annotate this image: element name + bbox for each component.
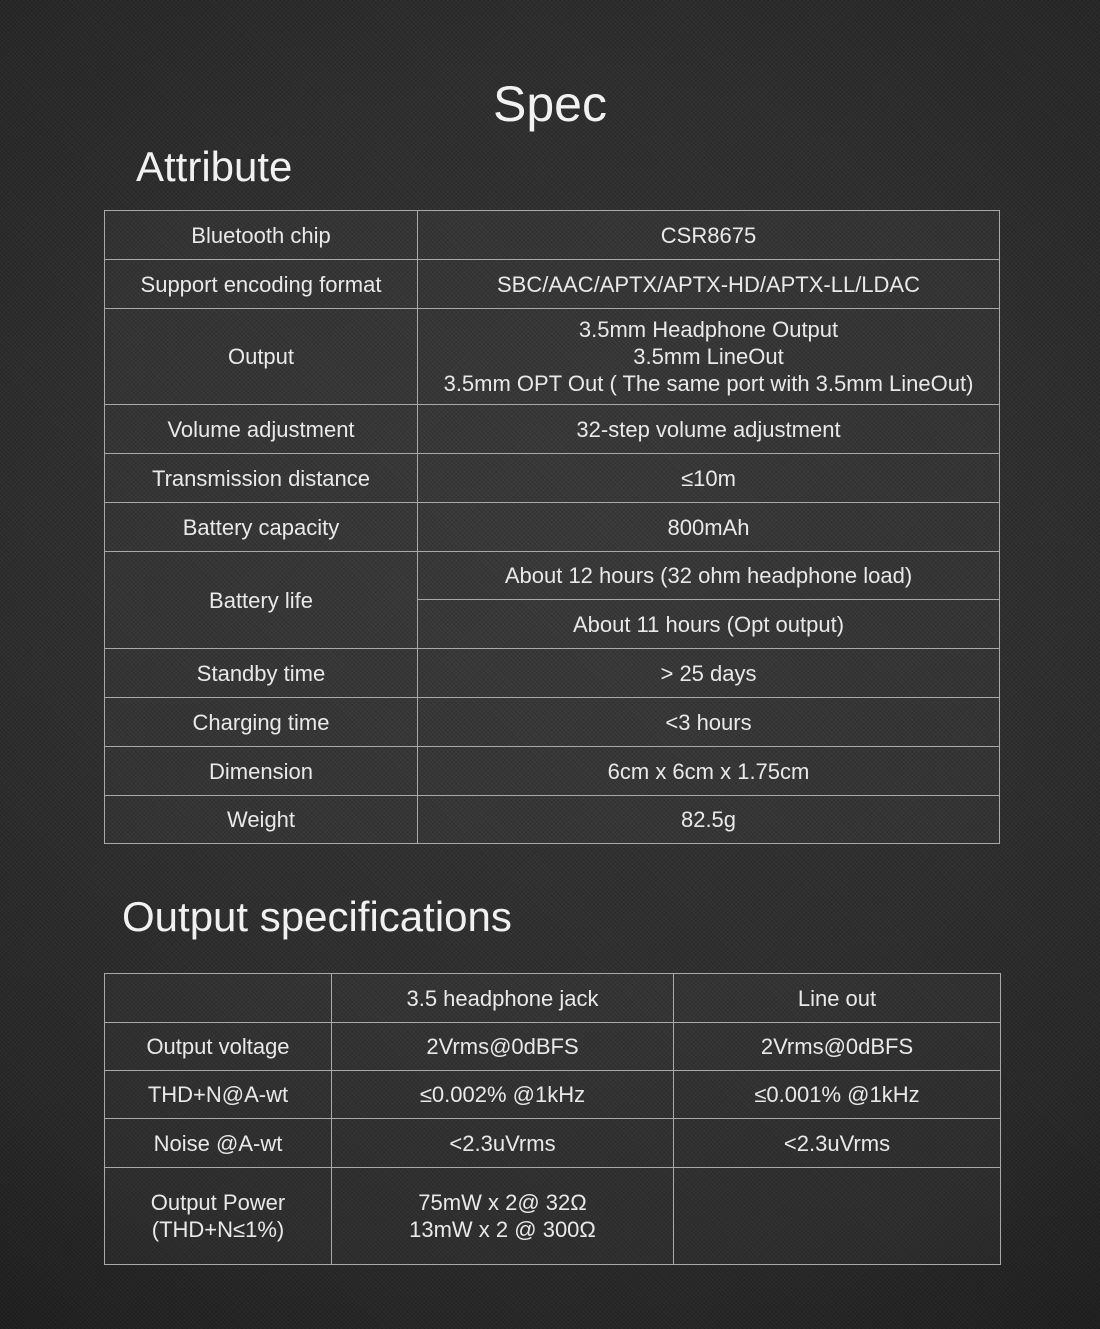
spec-value-battery-life-opt: About 11 hours (Opt output)	[418, 600, 1000, 649]
spec-label-volume-adjustment: Volume adjustment	[105, 405, 418, 454]
attribute-table	[104, 210, 1000, 844]
spec-label-output-voltage: Output voltage	[105, 1023, 332, 1071]
output-spec-header-blank	[105, 974, 332, 1023]
spec-value-noise-lineout: <2.3uVrms	[674, 1119, 1001, 1168]
table-row	[105, 211, 1000, 260]
spec-value-charging-time: <3 hours	[418, 698, 1000, 747]
spec-label-bluetooth-chip: Bluetooth chip	[105, 211, 418, 260]
spec-value-transmission-distance: ≤10m	[418, 454, 1000, 503]
spec-value-output-power-lineout	[674, 1168, 1001, 1265]
table-row	[105, 454, 1000, 503]
spec-value-encoding-format: SBC/AAC/APTX/APTX-HD/APTX-LL/LDAC	[418, 260, 1000, 309]
spec-label-dimension: Dimension	[105, 747, 418, 796]
spec-value-standby-time: > 25 days	[418, 649, 1000, 698]
spec-label-battery-life: Battery life	[105, 552, 418, 649]
output-spec-header-line-out: Line out	[674, 974, 1001, 1023]
table-row	[105, 552, 1000, 600]
table-row	[105, 649, 1000, 698]
spec-value-noise-headphone: <2.3uVrms	[332, 1119, 674, 1168]
table-row	[105, 309, 1000, 405]
page-title: Spec	[493, 76, 607, 132]
spec-label-output-power	[105, 1168, 332, 1265]
spec-label-transmission-distance: Transmission distance	[105, 454, 418, 503]
attribute-section-heading: Attribute	[136, 143, 293, 190]
table-row	[105, 260, 1000, 309]
spec-label-weight: Weight	[105, 796, 418, 844]
spec-value-volume-adjustment: 32-step volume adjustment	[418, 405, 1000, 454]
output-power-value-line-2: 13mW x 2 @ 300Ω	[409, 1217, 596, 1242]
spec-label-noise: Noise @A-wt	[105, 1119, 332, 1168]
output-line-3: 3.5mm OPT Out ( The same port with 3.5mm LineOut)	[443, 371, 974, 396]
spec-value-thd-n-lineout: ≤0.001% @1kHz	[674, 1071, 1001, 1119]
table-row	[105, 747, 1000, 796]
output-line-2: 3.5mm LineOut	[633, 344, 784, 369]
table-row	[105, 503, 1000, 552]
table-row	[105, 1023, 1001, 1071]
output-power-label-line-2: (THD+N≤1%)	[151, 1217, 285, 1242]
spec-value-weight: 82.5g	[418, 796, 1000, 844]
output-spec-section-heading: Output specifications	[122, 893, 512, 940]
output-spec-header-headphone-jack: 3.5 headphone jack	[332, 974, 674, 1023]
output-power-label-line-1: Output Power	[150, 1190, 286, 1215]
output-line-1: 3.5mm Headphone Output	[578, 317, 839, 342]
spec-label-output: Output	[105, 309, 418, 405]
table-header-row	[105, 974, 1001, 1023]
table-row	[105, 698, 1000, 747]
spec-label-battery-capacity: Battery capacity	[105, 503, 418, 552]
table-row	[105, 1119, 1001, 1168]
table-row	[105, 405, 1000, 454]
table-row	[105, 1071, 1001, 1119]
spec-value-dimension: 6cm x 6cm x 1.75cm	[418, 747, 1000, 796]
table-row	[105, 1168, 1001, 1265]
spec-value-output-power-headphone	[332, 1168, 674, 1265]
spec-label-charging-time: Charging time	[105, 698, 418, 747]
spec-label-standby-time: Standby time	[105, 649, 418, 698]
spec-value-output	[418, 309, 1000, 405]
spec-value-battery-capacity: 800mAh	[418, 503, 1000, 552]
spec-label-encoding-format: Support encoding format	[105, 260, 418, 309]
spec-value-thd-n-headphone: ≤0.002% @1kHz	[332, 1071, 674, 1119]
spec-value-output-voltage-headphone: 2Vrms@0dBFS	[332, 1023, 674, 1071]
spec-label-thd-n: THD+N@A-wt	[105, 1071, 332, 1119]
spec-value-battery-life-headphone: About 12 hours (32 ohm headphone load)	[418, 552, 1000, 600]
output-spec-table	[104, 973, 1001, 1265]
spec-value-bluetooth-chip: CSR8675	[418, 211, 1000, 260]
output-power-value-line-1: 75mW x 2@ 32Ω	[418, 1190, 587, 1215]
spec-value-output-voltage-lineout: 2Vrms@0dBFS	[674, 1023, 1001, 1071]
table-row	[105, 796, 1000, 844]
